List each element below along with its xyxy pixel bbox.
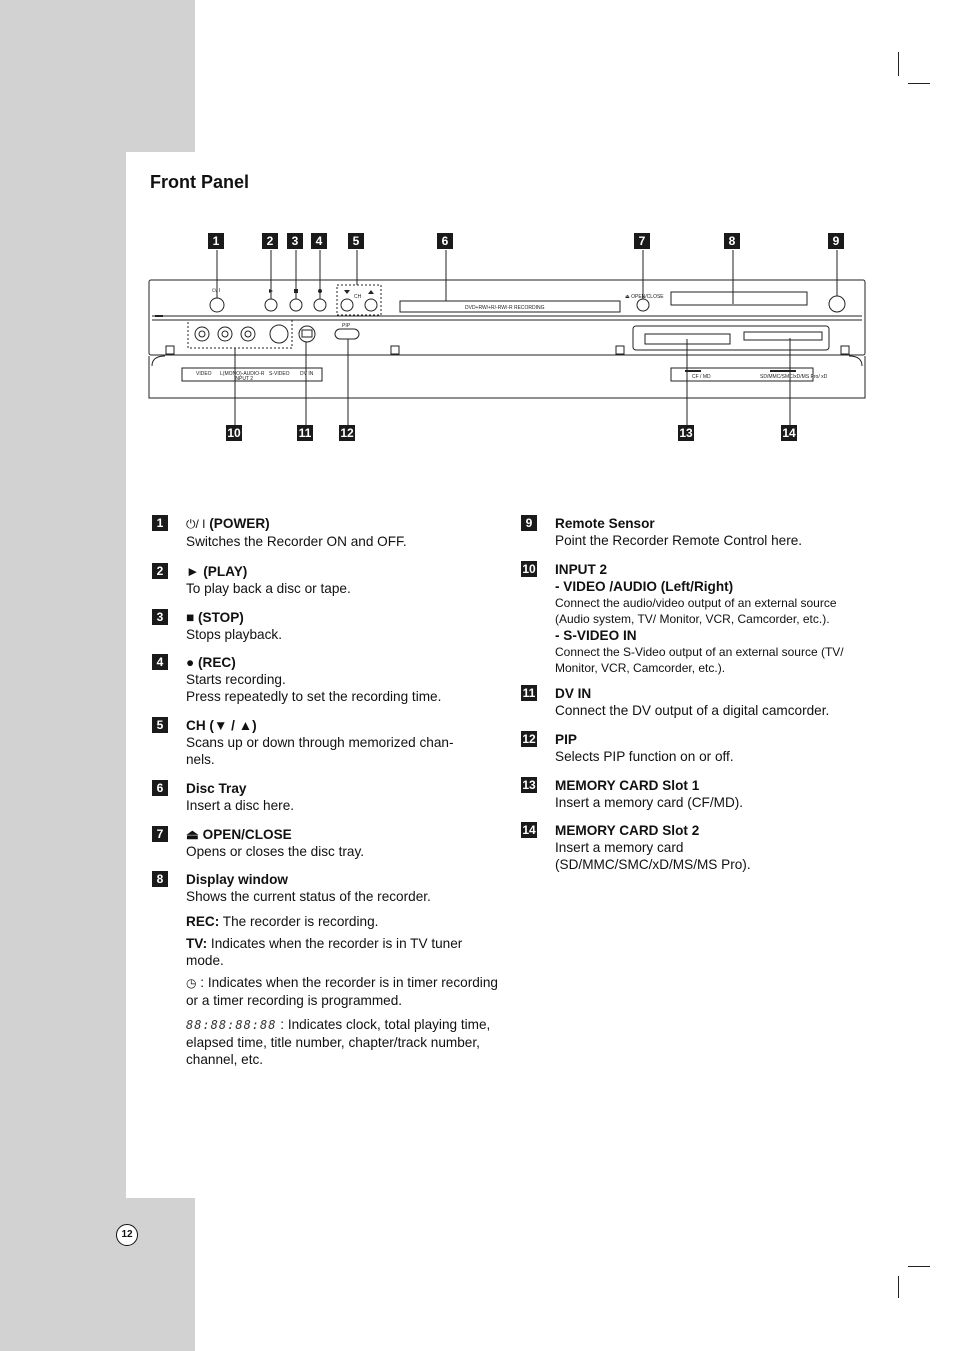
- open-close-label: ⏏ OPEN/CLOSE: [625, 294, 664, 300]
- video-label: VIDEO: [196, 371, 212, 377]
- callout-5: 5: [348, 233, 364, 249]
- front-panel-diagram: [140, 228, 880, 448]
- item-memory-card-1: 13 MEMORY CARD Slot 1 Insert a memory card (CF/MD).: [522, 778, 744, 810]
- item-remote-sensor: 9 Remote Sensor Point the Recorder Remote Control here.: [521, 515, 866, 549]
- callout-8: 8: [724, 233, 740, 249]
- audio-label: L(MONO)-AUDIO-R: [220, 371, 265, 377]
- item-play: 2 ► (PLAY) To play back a disc or tape.: [152, 563, 502, 597]
- disc-tray-label: DVD+RW/+R/-RW/-R RECORDING: [465, 305, 545, 311]
- item-rec: 4 ● (REC) Starts recording. Press repeatedly to set the recording time.: [152, 654, 502, 705]
- crop-mark: [908, 1266, 930, 1267]
- play-icon: ►: [186, 564, 200, 579]
- record-icon: ●: [186, 655, 195, 670]
- eject-icon: ⏏: [186, 827, 199, 842]
- item-open-close: 7 ⏏ OPEN/CLOSE Opens or closes the disc tray.: [152, 826, 502, 860]
- callout-1: 1: [208, 233, 224, 249]
- input2-label: INPUT 2: [234, 376, 254, 382]
- seven-segment-display: 88:88:88:88: [186, 1018, 277, 1032]
- callout-11: 11: [298, 426, 312, 440]
- callout-2: 2: [262, 233, 278, 249]
- item-disc-tray: 6 Disc Tray Insert a disc here.: [152, 780, 502, 814]
- crop-mark: [908, 83, 930, 84]
- page-title: Front Panel: [150, 172, 250, 192]
- power-icon: ⏻/ I: [186, 517, 206, 531]
- callout-13: 13: [679, 426, 693, 440]
- callout-14: 14: [782, 426, 796, 440]
- callout-12: 12: [340, 426, 354, 440]
- item-power: 1 ⏻/ I (POWER) Switches the Recorder ON and OFF.: [152, 515, 502, 550]
- power-label: ⏻/ I: [212, 288, 221, 294]
- callout-9: 9: [828, 233, 844, 249]
- timer-icon: ◷: [186, 976, 197, 990]
- item-pip: 12 PIP Selects PIP function on or off.: [522, 732, 734, 764]
- item-stop: 3 ■ (STOP) Stops playback.: [152, 609, 502, 643]
- ch-label: CH: [354, 294, 362, 300]
- callout-10: 10: [227, 426, 241, 440]
- crop-mark: [898, 52, 899, 76]
- page-number: 12: [116, 1224, 138, 1246]
- sdmmc-label: SD/MMC/SMC/xD/MS Pro/ xD: [760, 374, 828, 380]
- item-memory-card-2: 14 MEMORY CARD Slot 2 Insert a memory card (SD/MMC/SMC/xD/MS/MS Pro).: [522, 823, 751, 872]
- stop-icon: ■: [186, 610, 195, 625]
- item-ch: 5 CH (▼ / ▲) Scans up or down through memorized chan- nels.: [152, 717, 502, 768]
- item-input2: 10 INPUT 2 - VIDEO /AUDIO (Left/Right) Connect the audio/video output of an external source (Audio system, TV/ Monitor, VCR, Camcorder, etc.). - S-VIDEO IN Connect the S-Video output of an external source (TV/ Monitor, VCR, Camcorder, etc.).: [522, 562, 844, 675]
- callout-4: 4: [311, 233, 327, 249]
- item-dv-in: 11 DV IN Connect the DV output of a digital camcorder.: [522, 686, 830, 718]
- dvin-label: DV IN: [300, 371, 314, 377]
- callout-7: 7: [634, 233, 650, 249]
- crop-mark: [898, 1276, 899, 1298]
- callout-3: 3: [287, 233, 303, 249]
- svideo-label: S-VIDEO: [269, 371, 290, 377]
- cfmd-label: CF / MD: [692, 374, 711, 380]
- callout-6: 6: [437, 233, 453, 249]
- pip-label: PIP: [342, 323, 351, 329]
- recorder-front-drawing: [140, 228, 880, 448]
- item-display-window: 8 Display window Shows the current status of the recorder. REC: The recorder is recording. TV: Indicates when the recorder is in TV tuner mode. ◷ : Indicates when the recorder is in timer recording or a timer recording is programmed. 88:88:88:88 : Indicates clock, total playing time, elapsed time, title number, chapter/track number, channel, etc.: [152, 871, 502, 1068]
